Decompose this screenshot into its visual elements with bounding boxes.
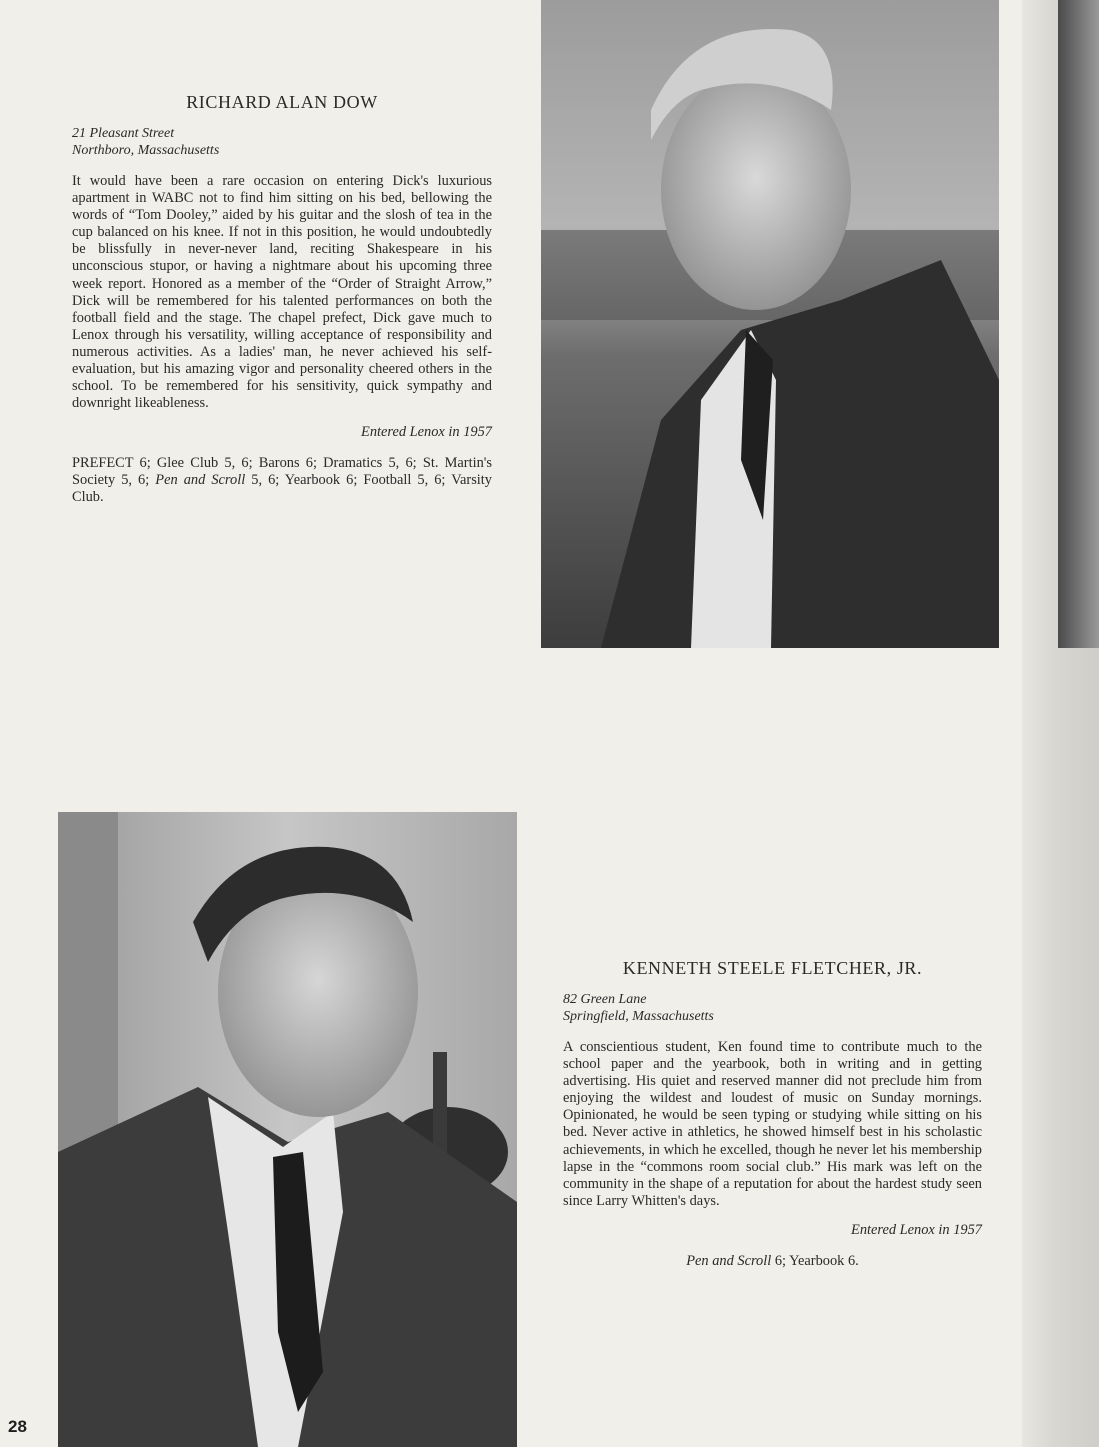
address-street: 21 Pleasant Street (72, 126, 175, 141)
address-city: Springfield, Massachusetts (563, 1009, 714, 1024)
student-bio: It would have been a rare occasion on entering Dick's luxurious apartment in WABC not to find him sitting on his bed, bellowing the words of “Tom Dooley,” aided by his guitar and the slosh of tea in the cup balanced on his knee. If not in this position, he would undoubtedly be blissfully in never-never land, reciting Shakespeare in his unconscious stupor, or having a nightmare about his upcoming three week report. Honored as a member of the “Order of Straight Arrow,” Dick will be remembered for his talented performances on both the football field and the stage. The chapel prefect, Dick gave much to Lenox through his versatility, willing acceptance of responsibility and numerous activities. As a ladies' man, he never achieved his self-evaluation, but his amazing vigor and personality cheered others in the school. To be remembered for his sensitivity, quick sympathy and downright likeableness. (72, 173, 492, 412)
entered-year: Entered Lenox in 1957 (851, 1221, 982, 1238)
portrait-photo-kenneth-fletcher (58, 812, 517, 1447)
activities-list (563, 1253, 982, 1270)
portrait-photo-richard-dow (541, 0, 999, 648)
home-address (72, 125, 492, 159)
student-entry-dow (72, 92, 492, 506)
next-page-photo-edge (1058, 0, 1099, 648)
entered-year: Entered Lenox in 1957 (361, 424, 492, 441)
student-name: RICHARD ALAN DOW (186, 92, 378, 112)
address-street: 82 Green Lane (563, 992, 647, 1007)
activities-list (72, 455, 492, 506)
page-number: 28 (8, 1417, 27, 1436)
activities-text-2: 6; Yearbook 6. (771, 1252, 859, 1269)
address-city: Northboro, Massachusetts (72, 143, 220, 158)
activities-text-1: PREFECT 6; Glee Club 5, 6; Barons 6; Dramatics 5, 6; St. Martin's Society 5, 6; (72, 455, 492, 489)
activities-italic: Pen and Scroll (155, 472, 246, 489)
student-entry-fletcher (563, 958, 982, 1270)
activities-italic: Pen and Scroll (686, 1252, 772, 1269)
home-address (563, 991, 982, 1025)
student-name: KENNETH STEELE FLETCHER, JR. (622, 958, 923, 978)
activities-text-2: 5, 6; Yearbook 6; Football 5, 6; Varsity Club. (72, 472, 492, 506)
student-bio: A conscientious student, Ken found time to contribute much to the school paper and the yearbook, both in writing and in getting advertising. His quiet and reserved manner did not preclude him from enjoying the wildest and loudest of music on Sunday mornings. Opinionated, he would be seen typing or studying while sitting on his bed. Never active in athletics, he showed himself best in his scholastic achievements, in which he excelled, though he never let his membership lapse in the “commons room social club.” His mark was left on the community in the shape of a reputation for about the hardest study seen since Larry Whitten's days. (563, 1039, 982, 1209)
